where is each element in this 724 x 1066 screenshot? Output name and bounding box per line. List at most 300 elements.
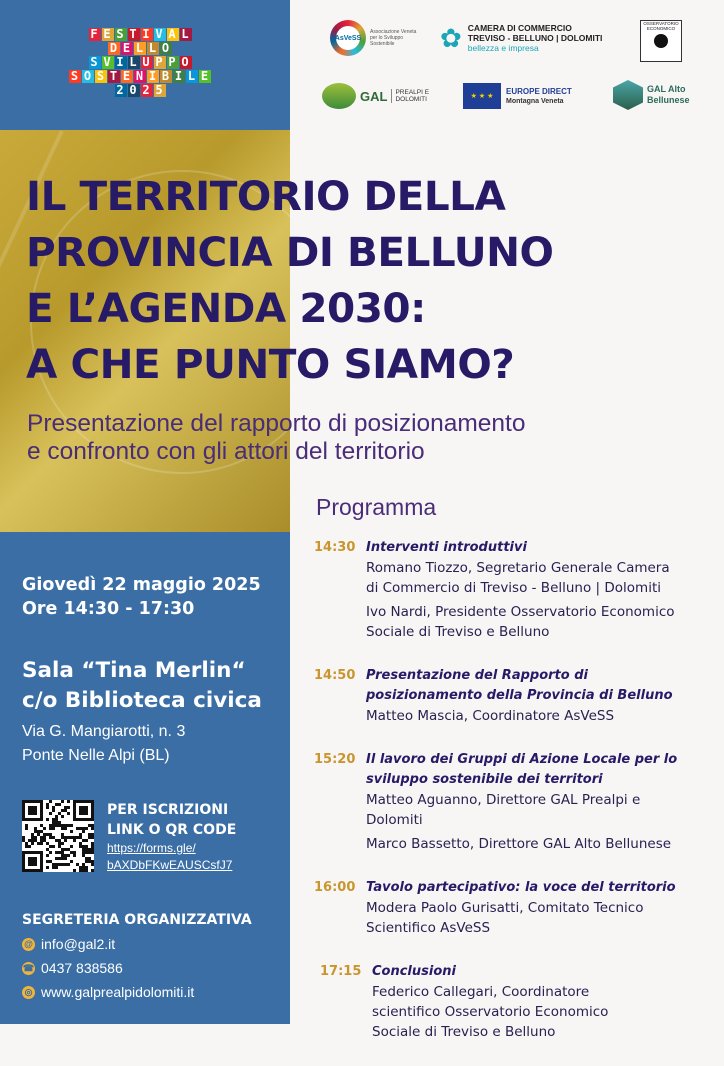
qr-module xyxy=(49,812,52,815)
festival-logo-letter: O xyxy=(181,55,190,69)
festival-logo-letter: L xyxy=(135,41,145,55)
qr-module xyxy=(46,866,49,869)
qr-module xyxy=(31,842,34,845)
qr-module xyxy=(61,809,64,812)
qr-module xyxy=(34,839,37,842)
programma-speaker-line: Dolomiti xyxy=(366,812,423,828)
qr-module xyxy=(61,851,64,854)
gal-alto-bellunese-logo xyxy=(613,78,703,112)
festival-logo-letter: E xyxy=(103,27,112,41)
qr-module xyxy=(82,827,85,830)
subtitle xyxy=(27,410,717,466)
programma-session-title: Conclusioni xyxy=(372,964,456,979)
festival-logo-letter: E xyxy=(122,41,132,55)
gal-prealpi-sub2: DOLOMITI xyxy=(395,96,427,103)
gal-prealpi-logo xyxy=(322,80,432,112)
qr-module xyxy=(43,833,46,836)
qr-module xyxy=(70,824,73,827)
qr-module xyxy=(67,824,70,827)
qr-module xyxy=(43,836,46,839)
osservatorio-line2: ECONOMICO xyxy=(646,26,676,31)
qr-module xyxy=(61,827,64,830)
qr-module xyxy=(91,860,94,863)
qr-module xyxy=(85,851,88,854)
qr-module xyxy=(91,845,94,848)
qr-module xyxy=(34,827,37,830)
qr-module xyxy=(52,818,55,821)
festival-logo-letter: V xyxy=(155,27,164,41)
event-date: Giovedì 22 maggio 2025 xyxy=(22,575,261,595)
qr-module xyxy=(88,833,91,836)
festival-logo-letter: T xyxy=(109,69,119,83)
qr-module xyxy=(73,854,76,857)
qr-module xyxy=(76,827,79,830)
festival-logo-letter: I xyxy=(116,55,125,69)
qr-module xyxy=(61,800,64,803)
programma-session-title: Presentazione del Rapporto di xyxy=(366,668,588,683)
festival-logo-letter: N xyxy=(135,69,145,83)
qr-module xyxy=(85,845,88,848)
qr-module xyxy=(91,824,94,827)
camera-line3: bellezza e impresa xyxy=(467,43,539,53)
programma-speaker xyxy=(366,790,714,830)
qr-module xyxy=(82,845,85,848)
programma-speaker xyxy=(366,834,714,854)
qr-module xyxy=(73,836,76,839)
qr-module xyxy=(85,857,88,860)
qr-module xyxy=(55,824,58,827)
title-line: PROVINCIA DI BELLUNO xyxy=(26,228,554,276)
qr-module xyxy=(67,863,70,866)
qr-module xyxy=(73,839,76,842)
qr-module xyxy=(61,854,64,857)
qr-module xyxy=(55,839,58,842)
contact-website[interactable] xyxy=(22,984,194,1000)
address-line1: Via G. Mangiarotti, n. 3 xyxy=(22,723,186,740)
qr-module xyxy=(61,842,64,845)
europe-direct-line1: EUROPE DIRECT xyxy=(506,86,572,96)
qr-module xyxy=(55,857,58,860)
registration-heading-line1: PER ISCRIZIONI xyxy=(107,802,229,818)
main-title xyxy=(26,168,716,392)
qr-module xyxy=(64,857,67,860)
programma-speaker-line: Modera Paolo Gurisatti, Comitato Tecnico xyxy=(366,900,644,916)
qr-module xyxy=(82,848,85,851)
programma-speaker xyxy=(366,898,714,938)
qr-module xyxy=(91,836,94,839)
qr-module xyxy=(34,830,37,833)
festival-logo-letter: L xyxy=(187,69,197,83)
qr-module xyxy=(61,836,64,839)
qr-module xyxy=(49,836,52,839)
qr-module xyxy=(55,851,58,854)
qr-module xyxy=(79,845,82,848)
qr-module xyxy=(91,869,94,872)
qr-module xyxy=(37,830,40,833)
qr-module xyxy=(76,863,79,866)
secretariat-heading: SEGRETERIA ORGANIZZATIVA xyxy=(22,912,252,928)
qr-module xyxy=(64,863,67,866)
programma-speaker-line: Romano Tiozzo, Segretario Generale Camera xyxy=(366,560,670,576)
email-text[interactable]: info@gal2.it xyxy=(41,936,116,952)
qr-module xyxy=(85,860,88,863)
qr-module xyxy=(34,836,37,839)
qr-module xyxy=(31,839,34,842)
festival-logo-row xyxy=(60,28,220,41)
festival-logo-row xyxy=(60,70,220,83)
festival-logo xyxy=(60,28,220,98)
qr-module xyxy=(58,863,61,866)
qr-module xyxy=(82,854,85,857)
event-venue xyxy=(22,656,262,716)
qr-module xyxy=(52,845,55,848)
qr-module xyxy=(91,848,94,851)
registration-block xyxy=(107,800,236,874)
qr-module xyxy=(49,824,52,827)
qr-module xyxy=(91,842,94,845)
festival-logo-letter: S xyxy=(70,69,80,83)
subtitle-line: e confronto con gli attori del territorio xyxy=(27,438,425,465)
qr-module xyxy=(49,845,52,848)
qr-module xyxy=(25,827,28,830)
programma-speaker-line: scientifico Osservatorio Economico xyxy=(372,1004,609,1020)
qr-code[interactable] xyxy=(22,800,94,872)
contact-phone[interactable] xyxy=(22,960,123,976)
programma-time: 15:20 xyxy=(314,752,356,767)
festival-logo-letter: E xyxy=(122,69,132,83)
qr-module xyxy=(58,842,61,845)
festival-logo-letter: P xyxy=(168,55,177,69)
europe-direct-line2: Montagna Veneta xyxy=(506,97,564,105)
festival-logo-letter: I xyxy=(148,69,158,83)
qr-module xyxy=(52,827,55,830)
osservatorio-logo xyxy=(640,20,682,62)
programma-speaker xyxy=(366,602,714,642)
qr-module xyxy=(43,839,46,842)
qr-module xyxy=(52,866,55,869)
camera-flower-icon: ✿ xyxy=(440,23,462,53)
qr-module xyxy=(82,869,85,872)
festival-logo-letter: O xyxy=(161,41,171,55)
qr-module xyxy=(43,827,46,830)
qr-module xyxy=(40,824,43,827)
qr-module xyxy=(88,857,91,860)
qr-module xyxy=(55,821,58,824)
qr-module xyxy=(79,842,82,845)
email-icon: @ xyxy=(22,938,35,951)
qr-module xyxy=(49,800,52,803)
qr-module xyxy=(70,851,73,854)
festival-logo-letter: I xyxy=(174,69,184,83)
qr-module xyxy=(79,833,82,836)
qr-module xyxy=(25,842,28,845)
qr-module xyxy=(22,839,25,842)
qr-module xyxy=(46,860,49,863)
qr-module xyxy=(49,833,52,836)
qr-module xyxy=(61,848,64,851)
programma-speaker xyxy=(366,706,714,726)
festival-logo-letter: B xyxy=(161,69,171,83)
qr-module xyxy=(67,848,70,851)
programma-session-title: posizionamento della Provincia di Belluno xyxy=(366,688,673,703)
festival-logo-row xyxy=(60,42,220,55)
qr-module xyxy=(88,851,91,854)
event-time: Ore 14:30 - 17:30 xyxy=(22,599,195,619)
programma-speaker-line: di Commercio di Treviso - Belluno | Dolomiti xyxy=(366,580,661,596)
qr-module xyxy=(58,821,61,824)
qr-module xyxy=(46,803,49,806)
qr-module xyxy=(52,824,55,827)
title-line: E L’AGENDA 2030: xyxy=(26,284,426,332)
qr-module xyxy=(55,818,58,821)
programma-speaker-line: Ivo Nardi, Presidente Osservatorio Economico xyxy=(366,604,675,620)
qr-module xyxy=(58,857,61,860)
qr-module xyxy=(46,833,49,836)
programma-speaker-line: Marco Bassetto, Direttore GAL Alto Bellunese xyxy=(366,836,672,852)
qr-module xyxy=(67,806,70,809)
asvess-logo xyxy=(330,18,430,58)
programma-speaker-line: Sociale di Treviso e Belluno xyxy=(366,624,550,640)
qr-module xyxy=(52,821,55,824)
programma-session-title: Interventi introduttivi xyxy=(366,540,527,555)
qr-module xyxy=(28,845,31,848)
qr-module xyxy=(52,806,55,809)
festival-logo-letter: L xyxy=(148,41,158,55)
festival-logo-letter: V xyxy=(103,55,112,69)
title-line: IL TERRITORIO DELLA xyxy=(26,172,506,220)
qr-module xyxy=(64,848,67,851)
qr-module xyxy=(55,815,58,818)
qr-module xyxy=(67,836,70,839)
programma-item xyxy=(314,750,714,858)
qr-module xyxy=(73,851,76,854)
sdg-wheel-icon xyxy=(330,20,366,56)
venue-line1: Sala “Tina Merlin“ xyxy=(22,658,246,683)
qr-module xyxy=(22,836,25,839)
qr-module xyxy=(28,806,37,815)
festival-logo-letter: S xyxy=(116,27,125,41)
qr-module xyxy=(64,806,67,809)
qr-module xyxy=(85,869,88,872)
qr-module xyxy=(55,863,58,866)
qr-module xyxy=(52,809,55,812)
qr-module xyxy=(58,845,61,848)
festival-logo-letter: P xyxy=(155,55,164,69)
qr-module xyxy=(64,839,67,842)
europe-direct-logo xyxy=(463,82,593,110)
osservatorio-line1: OSSERVATORIO xyxy=(643,21,679,26)
qr-module xyxy=(82,866,85,869)
address-line2: Ponte Nelle Alpi (BL) xyxy=(22,747,170,764)
programma-session-title: Tavolo partecipativo: la voce del territorio xyxy=(366,880,676,895)
qr-module xyxy=(88,824,91,827)
programma-speaker-line: Scientifico AsVeSS xyxy=(366,920,491,936)
festival-logo-letter: 2 xyxy=(116,83,125,97)
title-line: A CHE PUNTO SIAMO? xyxy=(26,340,515,388)
qr-module xyxy=(28,839,31,842)
mountain-icon xyxy=(322,83,356,109)
qr-module xyxy=(37,833,40,836)
qr-module xyxy=(70,836,73,839)
festival-logo-letter: D xyxy=(109,41,119,55)
qr-module xyxy=(46,842,49,845)
programma-time: 16:00 xyxy=(314,880,356,895)
programma-speaker-line: Matteo Aguanno, Direttore GAL Prealpi e xyxy=(366,792,641,808)
qr-module xyxy=(46,806,49,809)
qr-module xyxy=(79,827,82,830)
qr-module xyxy=(49,851,52,854)
qr-module xyxy=(64,809,67,812)
qr-module xyxy=(52,836,55,839)
festival-logo-letter: L xyxy=(181,27,190,41)
qr-module xyxy=(58,812,61,815)
qr-module xyxy=(40,842,43,845)
gal-prealpi-name: GAL xyxy=(360,88,388,104)
registration-link[interactable]: bAXDbFKwEAUSCsfJ7 xyxy=(107,858,233,872)
camera-line1: CAMERA DI COMMERCIO xyxy=(467,23,572,33)
programma-speaker-line: Sociale di Treviso e Belluno xyxy=(372,1024,556,1040)
qr-module xyxy=(31,836,34,839)
qr-module xyxy=(52,863,55,866)
festival-logo-letter: S xyxy=(90,55,99,69)
qr-module xyxy=(64,827,67,830)
programma-speaker xyxy=(372,982,714,1042)
festival-logo-letter: U xyxy=(142,55,151,69)
qr-module xyxy=(88,848,91,851)
qr-module xyxy=(40,839,43,842)
programma-speaker-line: Federico Callegari, Coordinatore xyxy=(372,984,590,1000)
qr-module xyxy=(73,869,76,872)
registration-link[interactable]: https://forms.gle/ xyxy=(107,841,196,855)
festival-logo-letter: S xyxy=(96,69,106,83)
programma-session-title: sviluppo sostenibile dei territori xyxy=(366,772,603,787)
qr-module xyxy=(70,830,73,833)
qr-module xyxy=(28,857,37,866)
subtitle-line: Presentazione del rapporto di posizionamento xyxy=(27,410,526,437)
eu-flag-icon: ★ ★ ★ xyxy=(463,83,501,109)
qr-module xyxy=(76,836,79,839)
festival-logo-letter: 0 xyxy=(129,83,138,97)
qr-module xyxy=(58,824,61,827)
qr-module xyxy=(61,857,64,860)
programma-item xyxy=(314,666,714,730)
programma-speaker-line: Matteo Mascia, Coordinatore AsVeSS xyxy=(366,708,615,724)
qr-module xyxy=(88,836,91,839)
gal-alto-line2: Bellunese xyxy=(647,95,690,105)
qr-module xyxy=(31,833,34,836)
qr-module xyxy=(85,848,88,851)
qr-module xyxy=(61,833,64,836)
festival-logo-letter: F xyxy=(90,27,99,41)
osservatorio-dot-icon xyxy=(654,34,668,48)
festival-logo-row xyxy=(60,56,220,69)
programma-heading: Programma xyxy=(316,494,437,520)
qr-module xyxy=(82,830,85,833)
qr-module xyxy=(49,827,52,830)
qr-module xyxy=(67,800,70,803)
website-text[interactable]: www.galprealpidolomiti.it xyxy=(41,984,195,1000)
programma-item xyxy=(314,962,714,1046)
qr-module xyxy=(91,827,94,830)
qr-module xyxy=(79,866,82,869)
qr-module xyxy=(88,860,91,863)
registration-heading-line2: LINK O QR CODE xyxy=(107,822,237,838)
qr-module xyxy=(91,851,94,854)
qr-module xyxy=(37,842,40,845)
programma-list xyxy=(314,538,714,1066)
contact-email[interactable] xyxy=(22,936,115,952)
qr-module xyxy=(79,869,82,872)
asvess-text: Associazione Veneta per lo Sviluppo Sostenibile xyxy=(370,29,417,47)
camera-commercio-logo xyxy=(440,20,620,56)
qr-module xyxy=(82,851,85,854)
festival-logo-letter: O xyxy=(83,69,93,83)
qr-module xyxy=(49,860,52,863)
qr-module xyxy=(82,839,85,842)
qr-module xyxy=(64,854,67,857)
phone-icon: ☎ xyxy=(22,962,35,973)
qr-module xyxy=(91,863,94,866)
qr-module xyxy=(40,836,43,839)
festival-logo-letter: E xyxy=(200,69,210,83)
qr-module xyxy=(55,866,58,869)
programma-session-title: Il lavoro dei Gruppi di Azione Locale per lo xyxy=(366,752,678,767)
festival-logo-letter: L xyxy=(129,55,138,69)
qr-module xyxy=(85,839,88,842)
qr-module xyxy=(55,803,58,806)
qr-module xyxy=(58,851,61,854)
festival-logo-letter: 2 xyxy=(142,83,151,97)
programma-item xyxy=(314,878,714,942)
asvess-name: AsVeSS xyxy=(336,26,360,50)
qr-module xyxy=(61,815,64,818)
gal-prealpi-sub1: PREALPI E xyxy=(395,89,430,96)
venue-line2: c/o Biblioteca civica xyxy=(22,688,262,713)
programma-item xyxy=(314,538,714,646)
qr-module xyxy=(64,824,67,827)
qr-module xyxy=(61,824,64,827)
programma-time: 14:50 xyxy=(314,668,356,683)
qr-module xyxy=(70,860,73,863)
qr-module xyxy=(25,824,28,827)
qr-module xyxy=(70,845,73,848)
qr-module xyxy=(67,812,70,815)
qr-module xyxy=(46,818,49,821)
qr-module xyxy=(67,854,70,857)
qr-module xyxy=(79,836,82,839)
programma-speaker xyxy=(366,558,714,598)
festival-logo-letter: T xyxy=(129,27,138,41)
festival-logo-row xyxy=(60,84,220,97)
qr-module xyxy=(46,854,49,857)
qr-module xyxy=(58,839,61,842)
qr-module xyxy=(79,806,88,815)
gal-alto-line1: GAL Alto xyxy=(647,84,686,94)
qr-module xyxy=(25,845,28,848)
festival-logo-letter: I xyxy=(142,27,151,41)
qr-module xyxy=(40,830,43,833)
qr-module xyxy=(85,827,88,830)
festival-logo-letter: 5 xyxy=(155,83,164,97)
qr-module xyxy=(61,863,64,866)
web-icon: ◎ xyxy=(22,986,35,999)
camera-line2: TREVISO - BELLUNO | DOLOMITI xyxy=(467,33,603,43)
qr-module xyxy=(46,848,49,851)
phone-text[interactable]: 0437 838586 xyxy=(41,960,123,976)
event-datetime xyxy=(22,573,261,621)
programma-time: 17:15 xyxy=(320,964,362,979)
qr-module xyxy=(91,833,94,836)
